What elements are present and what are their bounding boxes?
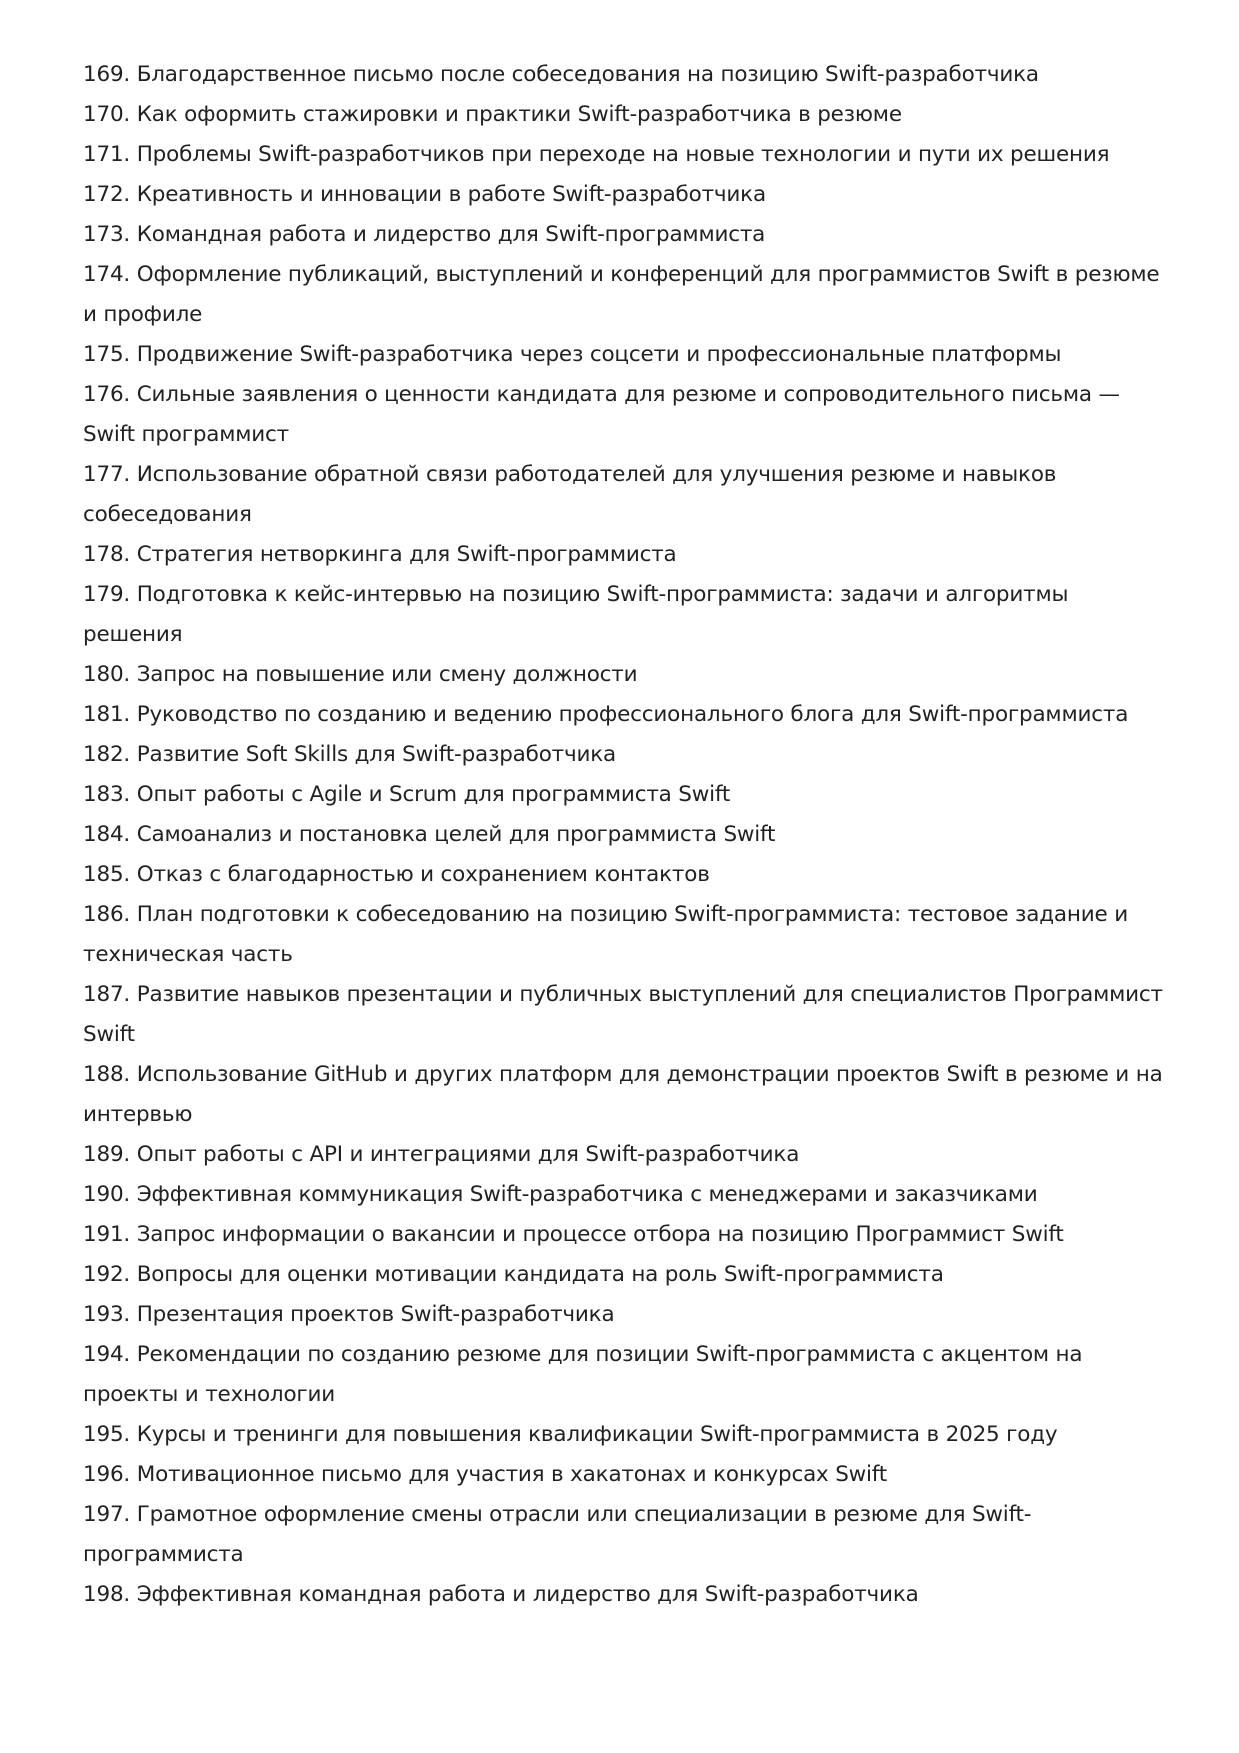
list-item xyxy=(83,895,1173,975)
item-text: Проблемы Swift-разработчиков при переходе на новые технологии и пути их решения xyxy=(136,142,1110,167)
item-text: Благодарственное письмо после собеседования на позицию Swift-разработчика xyxy=(136,62,1039,87)
item-text: Развитие Soft Skills для Swift-разработчика xyxy=(136,742,617,767)
list-item xyxy=(83,695,1173,735)
item-number: 187. xyxy=(83,982,131,1007)
item-number: 178. xyxy=(83,542,131,567)
item-number: 193. xyxy=(83,1302,131,1327)
item-number: 176. xyxy=(83,382,131,407)
item-number: 191. xyxy=(83,1222,131,1247)
item-number: 190. xyxy=(83,1182,131,1207)
list-item xyxy=(83,1255,1173,1295)
item-text: Грамотное оформление смены отрасли или специализации в резюме для Swift-программиста xyxy=(83,1502,1032,1567)
list-item xyxy=(83,1135,1173,1175)
item-number: 175. xyxy=(83,342,131,367)
item-text: Запрос на повышение или смену должности xyxy=(136,662,638,687)
list-item xyxy=(83,255,1173,335)
item-text: Эффективная коммуникация Swift-разработчика с менеджерами и заказчиками xyxy=(136,1182,1038,1207)
list-item xyxy=(83,455,1173,535)
list-item xyxy=(83,175,1173,215)
item-text: Подготовка к кейс-интервью на позицию Swift-программиста: задачи и алгоритмы решения xyxy=(83,582,1069,647)
item-number: 180. xyxy=(83,662,131,687)
list-item xyxy=(83,1575,1173,1615)
item-text: Как оформить стажировки и практики Swift-разработчика в резюме xyxy=(136,102,902,127)
item-text: Опыт работы с API и интеграциями для Swift-разработчика xyxy=(136,1142,800,1167)
list-item xyxy=(83,655,1173,695)
list-item xyxy=(83,1055,1173,1135)
item-number: 181. xyxy=(83,702,131,727)
item-text: Мотивационное письмо для участия в хакатонах и конкурсах Swift xyxy=(136,1462,888,1487)
item-number: 196. xyxy=(83,1462,131,1487)
item-text: Развитие навыков презентации и публичных выступлений для специалистов Программист Swift xyxy=(83,982,1163,1047)
item-number: 171. xyxy=(83,142,131,167)
item-text: Сильные заявления о ценности кандидата для резюме и сопроводительного письма — Swift программист xyxy=(83,382,1120,447)
list-item xyxy=(83,1455,1173,1495)
list-item xyxy=(83,1495,1173,1575)
list-item xyxy=(83,1215,1173,1255)
list-item xyxy=(83,775,1173,815)
item-number: 197. xyxy=(83,1502,131,1527)
item-number: 186. xyxy=(83,902,131,927)
list-item xyxy=(83,535,1173,575)
item-number: 174. xyxy=(83,262,131,287)
item-number: 179. xyxy=(83,582,131,607)
item-text: Эффективная командная работа и лидерство для Swift-разработчика xyxy=(136,1582,919,1607)
item-number: 177. xyxy=(83,462,131,487)
list-item xyxy=(83,855,1173,895)
item-number: 192. xyxy=(83,1262,131,1287)
item-text: Использование GitHub и других платформ для демонстрации проектов Swift в резюме и на интервью xyxy=(83,1062,1163,1127)
item-number: 182. xyxy=(83,742,131,767)
list-item xyxy=(83,575,1173,655)
item-text: Курсы и тренинги для повышения квалификации Swift-программиста в 2025 году xyxy=(136,1422,1058,1447)
item-text: Презентация проектов Swift-разработчика xyxy=(136,1302,615,1327)
item-text: Отказ с благодарностью и сохранением контактов xyxy=(136,862,710,887)
item-number: 194. xyxy=(83,1342,131,1367)
list-item xyxy=(83,1415,1173,1455)
item-text: Вопросы для оценки мотивации кандидата на роль Swift-программиста xyxy=(136,1262,944,1287)
item-text: Рекомендации по созданию резюме для позиции Swift-программиста с акцентом на проекты и технологии xyxy=(83,1342,1083,1407)
item-number: 195. xyxy=(83,1422,131,1447)
item-text: Использование обратной связи работодателей для улучшения резюме и навыков собеседования xyxy=(83,462,1057,527)
item-number: 183. xyxy=(83,782,131,807)
item-text: Оформление публикаций, выступлений и конференций для программистов Swift в резюме и профиле xyxy=(83,262,1160,327)
item-number: 173. xyxy=(83,222,131,247)
list-item xyxy=(83,95,1173,135)
item-text: Руководство по созданию и ведению профессионального блога для Swift-программиста xyxy=(136,702,1129,727)
list-item xyxy=(83,215,1173,255)
item-number: 169. xyxy=(83,62,131,87)
list-item xyxy=(83,1335,1173,1415)
list-item xyxy=(83,1175,1173,1215)
item-text: Продвижение Swift-разработчика через соцсети и профессиональные платформы xyxy=(136,342,1062,367)
item-number: 184. xyxy=(83,822,131,847)
item-text: Опыт работы с Agile и Scrum для программиста Swift xyxy=(136,782,731,807)
item-text: Командная работа и лидерство для Swift-программиста xyxy=(136,222,766,247)
item-text: Стратегия нетворкинга для Swift-программиста xyxy=(136,542,677,567)
list-item xyxy=(83,735,1173,775)
list-item xyxy=(83,55,1173,95)
item-number: 172. xyxy=(83,182,131,207)
item-text: Запрос информации о вакансии и процессе отбора на позицию Программист Swift xyxy=(136,1222,1064,1247)
item-text: План подготовки к собеседованию на позицию Swift-программиста: тестовое задание и техническая часть xyxy=(83,902,1128,967)
item-number: 188. xyxy=(83,1062,131,1087)
item-number: 198. xyxy=(83,1582,131,1607)
list-item xyxy=(83,1295,1173,1335)
list-item xyxy=(83,335,1173,375)
item-text: Самоанализ и постановка целей для программиста Swift xyxy=(136,822,776,847)
item-number: 170. xyxy=(83,102,131,127)
item-number: 189. xyxy=(83,1142,131,1167)
list-item xyxy=(83,135,1173,175)
list-item xyxy=(83,375,1173,455)
item-text: Креативность и инновации в работе Swift-разработчика xyxy=(136,182,766,207)
list-item xyxy=(83,815,1173,855)
document-page xyxy=(83,55,1173,1615)
list-item xyxy=(83,975,1173,1055)
item-number: 185. xyxy=(83,862,131,887)
